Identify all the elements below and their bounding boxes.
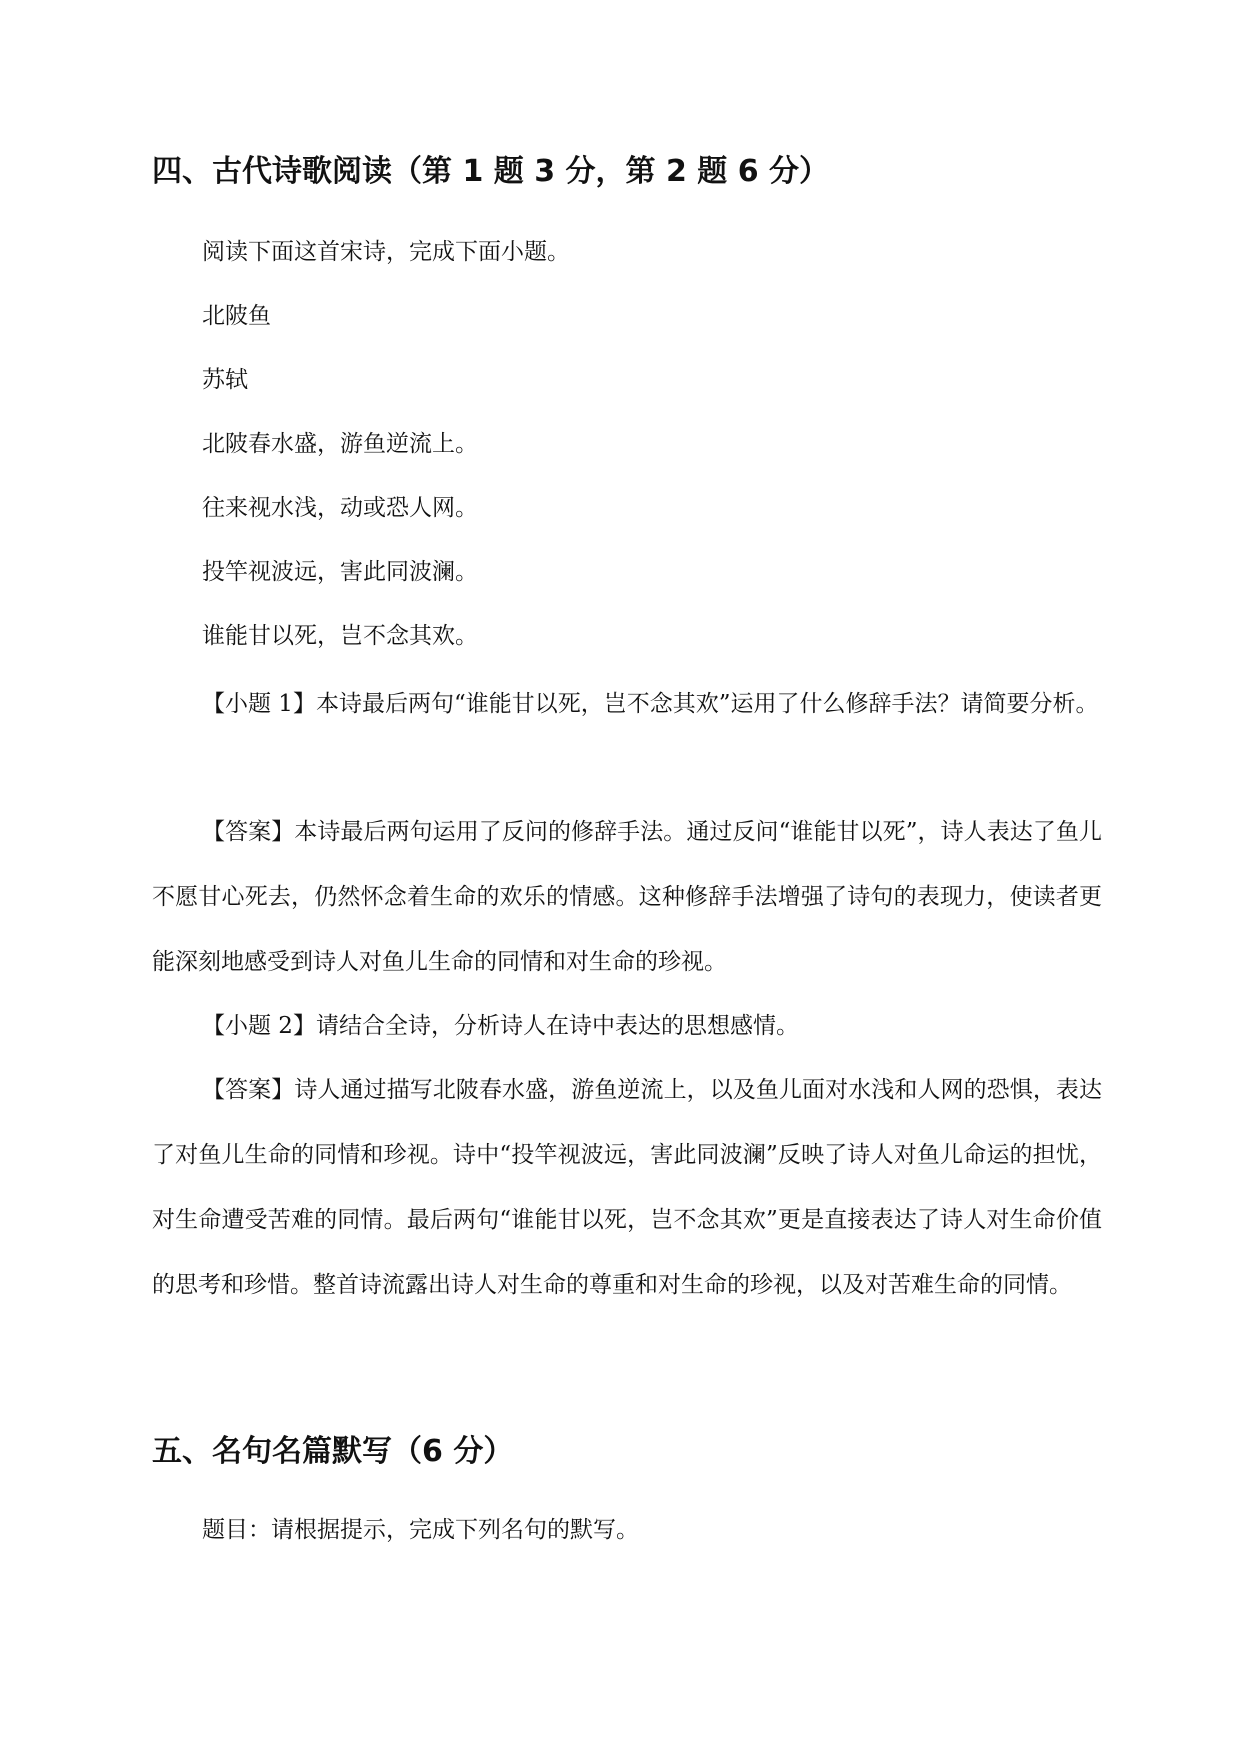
section-4-heading: 四、古代诗歌阅读（第 1 题 3 分，第 2 题 6 分） bbox=[152, 154, 830, 189]
poem-author: 苏轼 bbox=[202, 367, 248, 393]
poem-line-4: 谁能甘以死，岂不念其欢。 bbox=[202, 623, 478, 649]
reading-instruction: 阅读下面这首宋诗，完成下面小题。 bbox=[202, 239, 570, 265]
section-5-heading: 五、名句名篇默写（6 分） bbox=[152, 1434, 514, 1469]
poem-line-1: 北陂春水盛，游鱼逆流上。 bbox=[202, 431, 478, 457]
poem-line-2: 往来视水浅，动或恐人网。 bbox=[202, 495, 478, 521]
answer-1: 【答案】本诗最后两句运用了反问的修辞手法。通过反问“谁能甘以死”，诗人表达了鱼儿不愿甘心死去，仍然怀念着生命的欢乐的情感。这种修辞手法增强了诗句的表现力，使读者更能深刻地感受到诗人对鱼儿生命的同情和对生命的珍视。 bbox=[152, 819, 1102, 975]
question-1: 【小题 1】本诗最后两句“谁能甘以死，岂不念其欢”运用了什么修辞手法？请简要分析。 bbox=[202, 691, 1099, 717]
poem-line-3: 投竿视波远，害此同波澜。 bbox=[202, 559, 478, 585]
dictation-prompt: 题目：请根据提示，完成下列名句的默写。 bbox=[202, 1517, 639, 1543]
answer-2: 【答案】诗人通过描写北陂春水盛，游鱼逆流上，以及鱼儿面对水浅和人网的恐惧，表达了对鱼儿生命的同情和珍视。诗中“投竿视波远，害此同波澜”反映了诗人对鱼儿命运的担忧，对生命遭受苦难的同情。最后两句“谁能甘以死，岂不念其欢”更是直接表达了诗人对生命价值的思考和珍惜。整首诗流露出诗人对生命的尊重和对生命的珍视，以及对苦难生命的同情。 bbox=[152, 1077, 1102, 1298]
question-2: 【小题 2】请结合全诗，分析诗人在诗中表达的思想感情。 bbox=[202, 1013, 799, 1039]
poem-title: 北陂鱼 bbox=[202, 303, 271, 329]
